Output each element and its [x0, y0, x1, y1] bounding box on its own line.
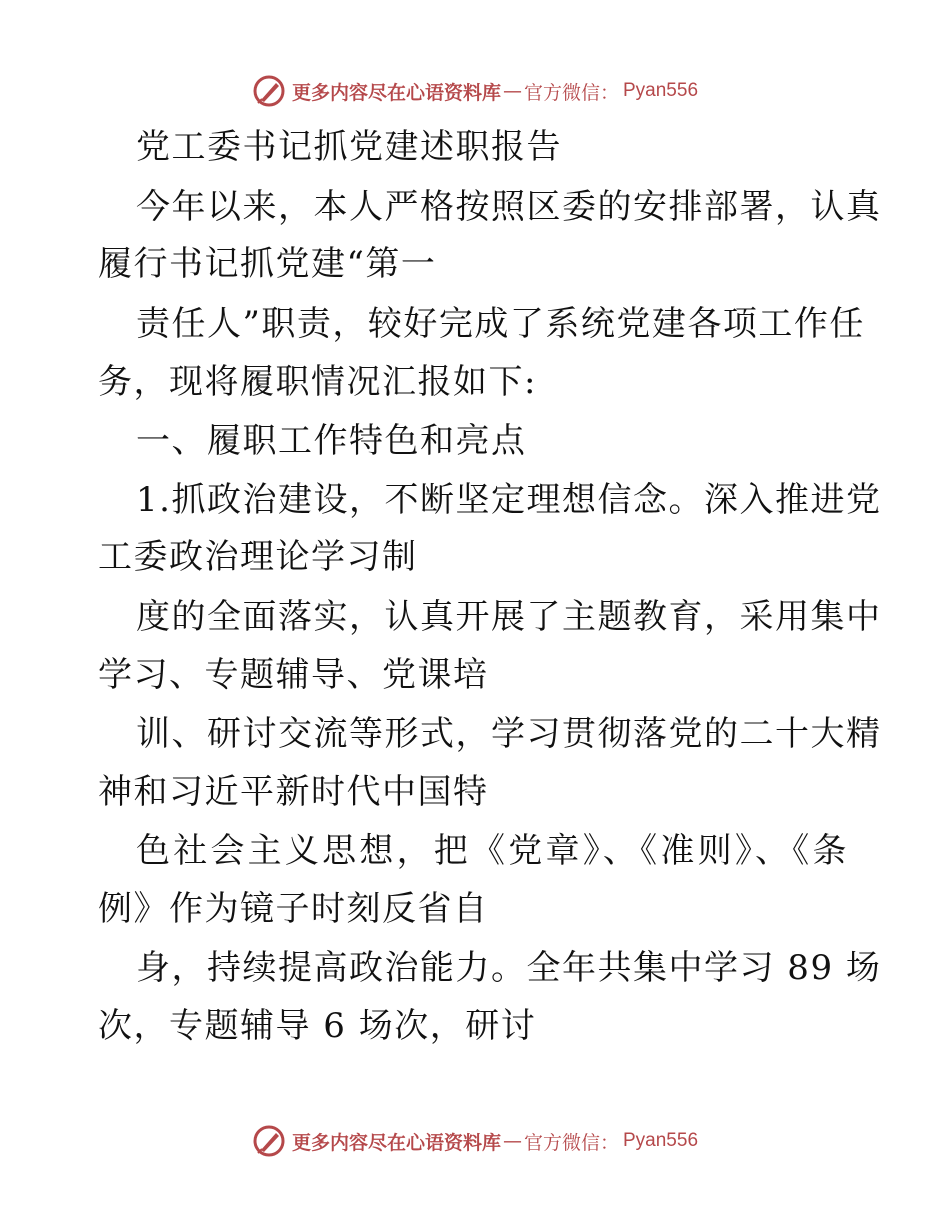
section-heading: 一、履职工作特色和亮点 — [136, 421, 527, 461]
text-line: 训、研讨交流等形式，学习贯彻落党的二十大精 — [136, 714, 882, 754]
quill-pen-logo-icon — [252, 1124, 286, 1158]
text-line: 例》作为镜子时刻反省自 — [98, 889, 489, 929]
quill-pen-logo-icon — [252, 74, 286, 108]
banner-brand-text: 更多内容尽在心语资料库 — [291, 81, 501, 104]
banner-wechat-id: Pyan556 — [623, 1130, 699, 1151]
banner-wechat-id: Pyan556 — [623, 80, 699, 101]
banner-dash: — — [502, 1130, 522, 1152]
text-line: 身，持续提高政治能力。全年共集中学习 89 场 — [136, 948, 882, 988]
text-line: 1.抓政治建设，不断坚定理想信念。深入推进党 — [136, 480, 882, 520]
banner-dash: — — [502, 80, 522, 102]
text-line: 色社会主义思想，把《党章》、《准则》、《条 — [136, 831, 848, 871]
text-line: 责任人”职责，较好完成了系统党建各项工作任 — [136, 304, 865, 344]
banner-brand-text: 更多内容尽在心语资料库 — [291, 1131, 501, 1154]
document-title: 党工委书记抓党建述职报告 — [136, 127, 562, 167]
banner-wechat-label: 官方微信： — [523, 1131, 619, 1154]
text-line: 次，专题辅导 6 场次，研讨 — [98, 1006, 537, 1046]
text-line: 履行书记抓党建“第一 — [98, 244, 437, 284]
text-line: 今年以来，本人严格按照区委的安排部署，认真 — [136, 187, 882, 227]
footer-banner — [0, 1121, 950, 1161]
text-line: 学习、专题辅导、党课培 — [98, 655, 489, 695]
banner-wechat-label: 官方微信： — [523, 81, 619, 104]
header-banner — [0, 71, 950, 111]
text-line: 工委政治理论学习制 — [98, 537, 418, 577]
text-line: 度的全面落实，认真开展了主题教育，采用集中 — [136, 597, 882, 637]
text-line: 务，现将履职情况汇报如下: — [98, 362, 537, 402]
text-line: 神和习近平新时代中国特 — [98, 772, 489, 812]
